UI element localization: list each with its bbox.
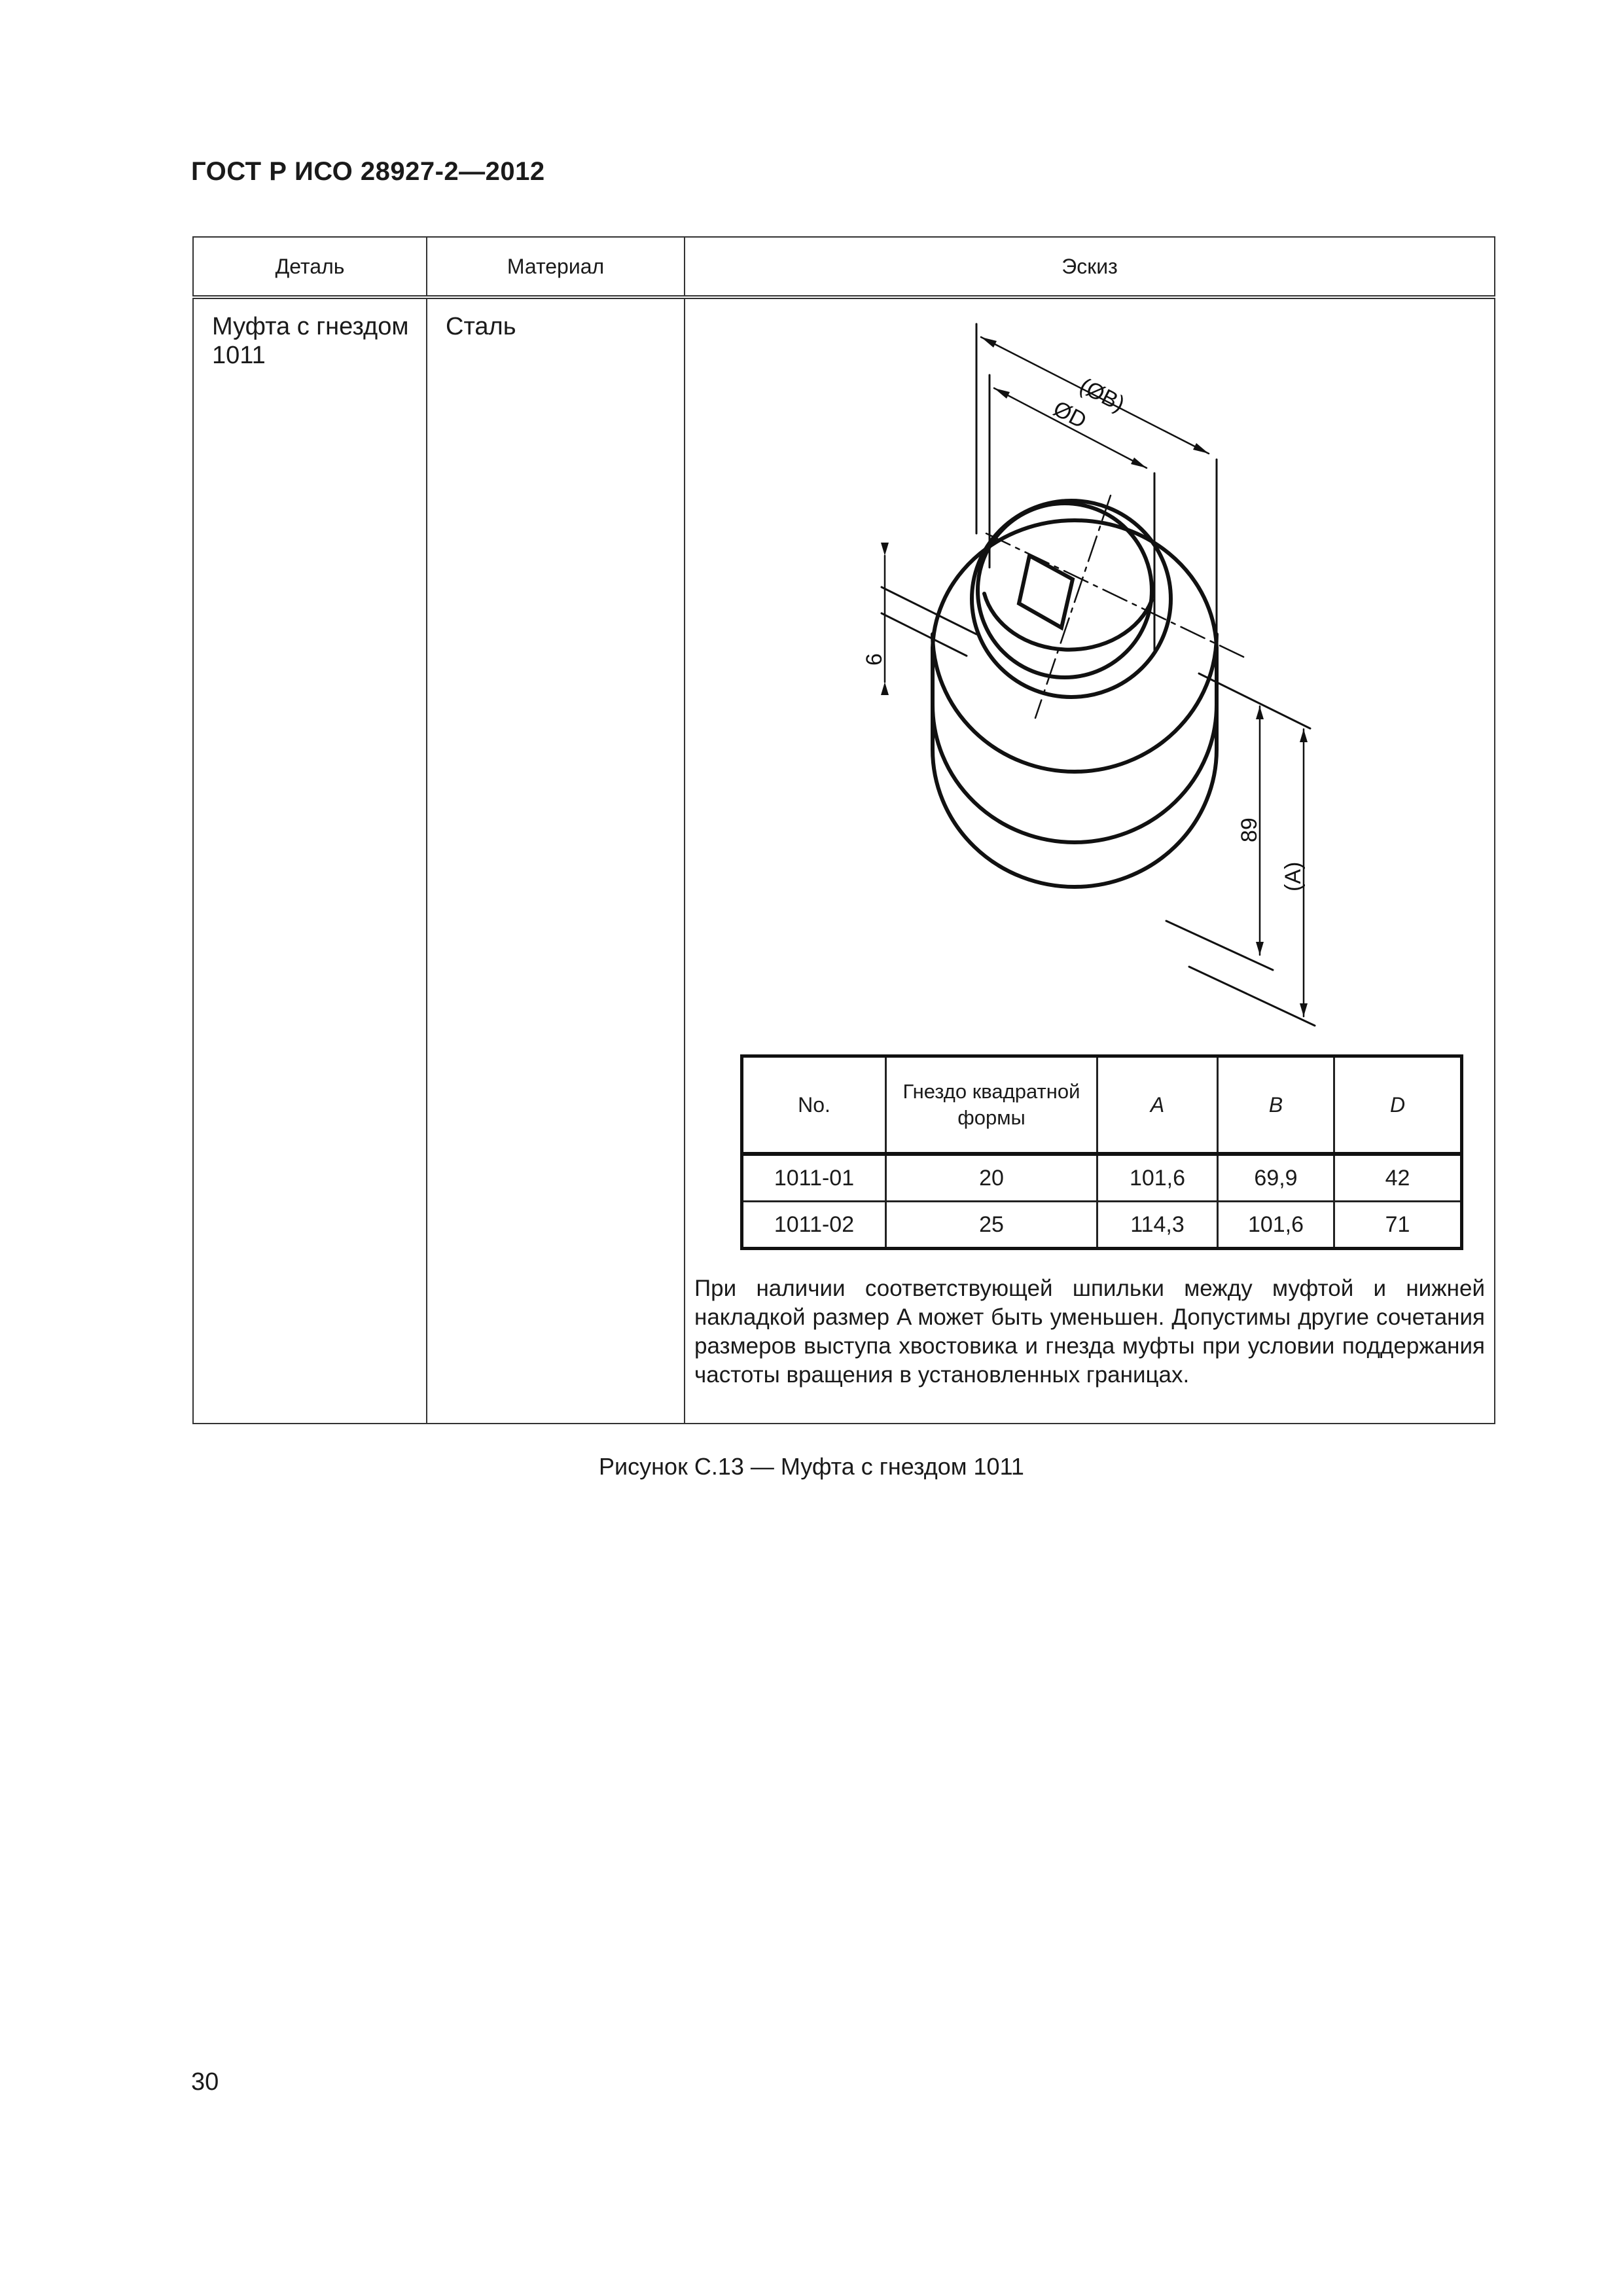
part-name: Муфта с гнездом 1011	[212, 313, 409, 369]
cell-b: 69,9	[1218, 1154, 1334, 1202]
cell-d: 71	[1334, 1202, 1462, 1249]
dim-label-dia-d: ØD	[1049, 396, 1091, 434]
dimensions-header-row	[742, 1056, 1462, 1155]
dim-label-a: (A)	[1281, 861, 1306, 891]
dimension-texts	[862, 373, 1306, 891]
document-header: ГОСТ Р ИСО 28927-2—2012	[191, 157, 545, 186]
cell-no: 1011-01	[742, 1154, 886, 1202]
column-header-material: Материал	[427, 237, 685, 297]
dimensions-table	[740, 1054, 1463, 1250]
dim-header-a: A	[1097, 1056, 1218, 1155]
main-table-header-row	[193, 237, 1495, 297]
material-cell	[427, 297, 685, 1424]
dim-header-no: No.	[742, 1056, 886, 1155]
table-row	[742, 1202, 1462, 1249]
arrowheads	[881, 337, 1308, 1016]
cell-socket: 25	[886, 1202, 1097, 1249]
figure-caption: Рисунок С.13 — Муфта с гнездом 1011	[599, 1453, 1024, 1480]
dim-header-socket: Гнездо квадратной формы	[886, 1056, 1097, 1155]
part-cell	[193, 297, 427, 1424]
table-row	[742, 1154, 1462, 1202]
coupling-drawing	[685, 299, 1494, 1052]
cell-a: 114,3	[1097, 1202, 1218, 1249]
note-text: При наличии соответствующей шпильки между муфтой и нижней накладкой размер A может быть уменьшен. Допустимы другие сочетания размеров выступа хвостовика и гнезда муфты при условии поддержания частоты вращения в установленных границах.	[694, 1276, 1485, 1388]
material-name: Сталь	[446, 313, 516, 340]
page-number: 30	[191, 2068, 219, 2096]
dim-label-6: 6	[862, 653, 887, 666]
column-header-sketch: Эскиз	[685, 237, 1495, 297]
dim-label-dia-b: (ØB)	[1075, 373, 1129, 417]
dimension-lines	[885, 337, 1304, 1016]
sketch-cell	[685, 297, 1495, 1424]
top-boss	[972, 501, 1171, 697]
cell-a: 101,6	[1097, 1154, 1218, 1202]
main-table-row	[193, 297, 1495, 1424]
extension-lines	[882, 324, 1315, 1026]
cell-b: 101,6	[1218, 1202, 1334, 1249]
dim-header-d: D	[1334, 1056, 1462, 1155]
square-socket	[1019, 556, 1073, 628]
cell-d: 42	[1334, 1154, 1462, 1202]
cell-socket: 20	[886, 1154, 1097, 1202]
cell-no: 1011-02	[742, 1202, 886, 1249]
dim-label-89: 89	[1237, 817, 1262, 842]
main-table	[192, 236, 1495, 1424]
dim-header-b: B	[1218, 1056, 1334, 1155]
column-header-part: Деталь	[193, 237, 427, 297]
